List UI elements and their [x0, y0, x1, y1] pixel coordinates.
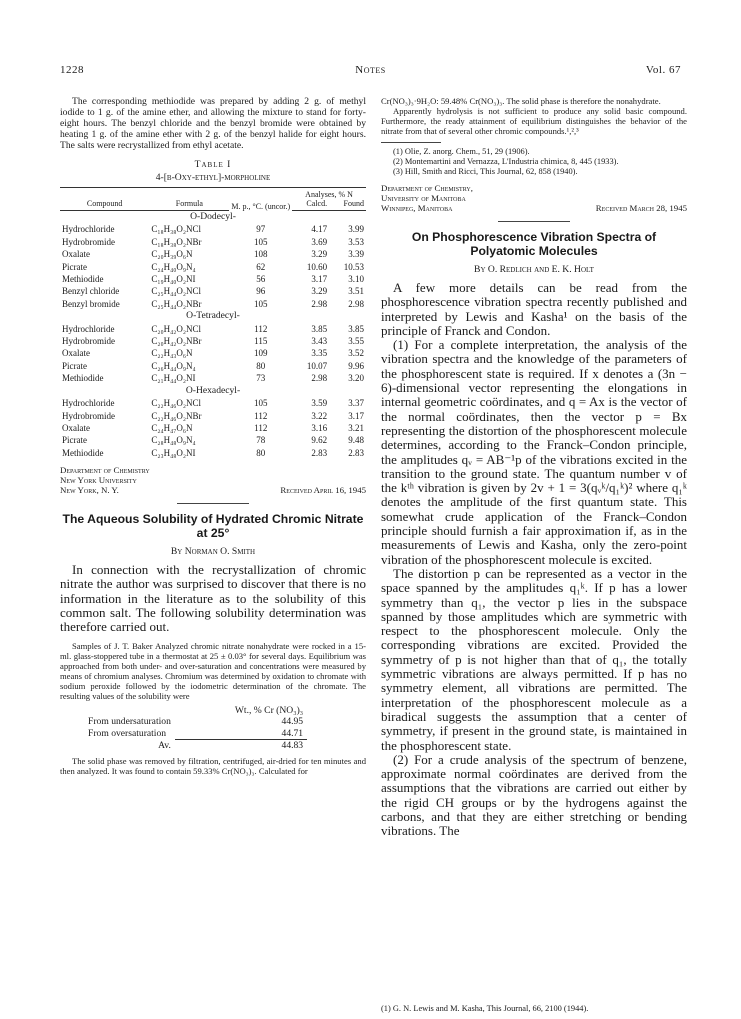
chromic-conclusion-paragraph: Apparently hydrolysis is not sufficient to produce any solid basic compound. Furthermore, the ready attainment of equilibrium distinguishes the behavior of the nitrate from that of several other chromic compounds.¹,²,³ [381, 106, 687, 136]
found-cell: 3.37 [348, 398, 364, 409]
mp-cell: 112 [254, 410, 268, 421]
compound-cell: Hydrochloride [62, 398, 115, 409]
calcd-cell: 3.17 [311, 274, 328, 285]
table-row [60, 372, 366, 384]
calcd-cell: 3.29 [311, 249, 328, 260]
formula-cell: C₂₄H₄₇O₆N [151, 422, 193, 433]
formula-cell: C₂₀H₃₉O₆N [151, 249, 193, 260]
group-heading: O-Hexadecyl- [185, 384, 241, 396]
table-group-row [60, 385, 366, 397]
found-cell: 2.83 [348, 447, 364, 458]
found-cell: 3.20 [348, 373, 364, 384]
compound-cell: Hydrobromide [62, 236, 115, 247]
table-row [60, 223, 366, 235]
table-row [84, 740, 307, 752]
table-row [60, 273, 366, 285]
divider [498, 221, 570, 222]
compound-cell: Hydrobromide [62, 410, 115, 421]
header-mp: M. p., °C. (uncor.) [229, 188, 292, 211]
running-head: Notes [355, 64, 386, 76]
mp-cell: 108 [254, 249, 268, 260]
reference-item: (1) Olie, Z. anorg. Chem., 51, 29 (1906). [393, 147, 530, 156]
table-row [84, 728, 307, 740]
calcd-cell: 3.35 [311, 348, 328, 359]
table-row [60, 248, 366, 260]
table-row [60, 335, 366, 347]
formula-cell: C₂₁H₄₄O₂NI [151, 373, 196, 384]
calcd-cell: 2.83 [311, 447, 328, 458]
compound-cell: Hydrochloride [62, 224, 115, 235]
table-title: 4-[β-Oxy-ethyl]-morpholine [155, 172, 271, 183]
solubility-avg-value: 44.83 [175, 740, 307, 752]
solubility-header: Wt., % Cr (NO₃)₃ [234, 704, 304, 716]
formula-cell: C₂₂H₄₆O₂NBr [151, 410, 202, 421]
compound-cell: Methiodide [62, 373, 104, 384]
mp-cell: 96 [256, 286, 266, 297]
compound-cell: Picrate [62, 261, 87, 272]
compound-cell: Hydrochloride [62, 323, 115, 334]
footnote: (1) G. N. Lewis and M. Kasha, This Journal, 66, 2100 (1944). [381, 1004, 589, 1013]
phosphorescence-paragraph-3: The distortion p can be represented as a vector in the space spanned by the amplitudes q₁ᵏ. If p has a lower symmetry than q₁, the vector p lies in the subspace spanned by those amplitudes which are symmetric with respect to the phosphorescent molecule. Only the corresponding vibrations are excited. Provided the symmetry of p is not higher than that of q₁, the totally symmetric vibrations are always permitted. If p has no symmetry element, all vibrations are permitted. The interpretation of the phosphorescent molecule as a biradical suggests the assumption that a center of symmetry, if present in the ground state, is maintained in the phosphorescent state. [381, 565, 687, 753]
calcd-cell: 3.85 [311, 323, 328, 334]
article-title-phosphorescence: On Phosphorescence Vibration Spectra of Polyatomic Molecules [411, 230, 657, 258]
found-cell: 3.53 [348, 236, 364, 247]
compound-cell: Methiodide [62, 447, 104, 458]
mp-cell: 78 [256, 435, 266, 446]
formula-cell: C₁₈H₃₈O₂NCl [151, 224, 202, 235]
table-row [60, 422, 366, 434]
calcd-cell: 3.59 [311, 398, 328, 409]
chromic-solid-phase-paragraph: The solid phase was removed by filtration, centrifuged, air-dried for ten minutes and then analyzed. It was found to contain 59.33% Cr(NO₃)₃. Calculated for [60, 755, 366, 776]
header-found: Found [329, 199, 366, 211]
found-cell: 3.85 [348, 323, 364, 334]
compound-cell: Benzyl chloride [62, 286, 120, 297]
calcd-cell: 3.16 [311, 422, 328, 433]
affiliation-line: University of Manitoba [381, 193, 466, 203]
header-calcd: Calcd. [292, 199, 329, 211]
compound-cell: Oxalate [62, 348, 90, 359]
table-row [60, 323, 366, 335]
table-row [60, 285, 366, 297]
formula-cell: C₂₆H₄₄O₉N₄ [151, 360, 196, 371]
solubility-label: From oversaturation [88, 727, 167, 739]
found-cell: 3.52 [348, 348, 364, 359]
byline-redlich-holt: By O. Redlich and E. K. Holt [474, 264, 594, 275]
header-analyses: Analyses, % N [292, 188, 366, 200]
calcd-cell: 2.98 [311, 373, 328, 384]
found-cell: 3.17 [348, 410, 364, 421]
phosphorescence-paragraph-2: (1) For a complete interpretation, the analysis of the vibration spectra and the knowledge of the parameters of the phosphorescent state is required. If x denotes a (3n − 6)-dimensional vector representing the elongations in internal geometric coördinates, and q = Ax is the vector of the normal coördinates, then the vector p = Bx representing the distortion of the phosphorescent molecule determines, according to the Franck–Condon principle, the amplitudes qᵥ = AB⁻¹p of the vibrations excited in the transition to the ground state. The quantum number v of the kᵗʰ vibration is given by 2v + 1 = 3(qᵥᵏ/q₁ᵏ)² where q₁ᵏ denotes the amplitude of the first quantum state. This somewhat crude application of the Franck–Condon principle should furnish a fair approximation if, as in the measurements of Lewis and Kasha, only the zero-point vibration of the phosphorescent molecule is excited. [381, 337, 687, 567]
reference-item: (2) Montemartini and Vernazza, L'Industria chimica, 8, 445 (1933). [393, 157, 619, 166]
mp-cell: 80 [256, 360, 266, 371]
properties-table [60, 187, 366, 459]
mp-cell: 97 [256, 224, 266, 235]
found-cell: 3.39 [348, 249, 364, 260]
mp-cell: 109 [254, 348, 268, 359]
mp-cell: 105 [254, 298, 268, 309]
chromic-calc-paragraph: Cr(NO₃)₃·9H₂O: 59.48% Cr(NO₃)₃. The solid phase is therefore the nonahydrate. [381, 96, 661, 106]
table-row [60, 347, 366, 359]
table-row [60, 434, 366, 446]
affiliation-manitoba [381, 183, 687, 213]
affiliation-line: New York, N. Y. [60, 485, 119, 496]
references-list [381, 147, 687, 177]
table-row [60, 298, 366, 310]
calcd-cell: 3.43 [311, 336, 328, 347]
compound-cell: Methiodide [62, 274, 104, 285]
solubility-value: 44.71 [281, 727, 304, 739]
chromic-intro-paragraph: In connection with the recrystallization of chromic nitrate the author was surprised to discover that there is no information in the literature as to the solubility of this common salt. The following solubility determination was therefore carried out. [60, 562, 366, 635]
received-date: Received March 28, 1945 [595, 203, 687, 213]
chromic-method-paragraph: Samples of J. T. Baker Analyzed chromic nitrate nonahydrate were rocked in a 15-ml. glass-stoppered tube in a thermostat at 25 ± 0.03° for several days. Equilibrium was approached from both under- and over-saturation and concentrations were measured by means of chromium analyses. Chromium was determined by oxidation to chromate with sodium peroxide followed by the iodometric determination of the chromate. The resulting values of the solubility were [60, 640, 366, 701]
compound-cell: Oxalate [62, 422, 90, 433]
compound-cell: Picrate [62, 360, 87, 371]
mp-cell: 105 [254, 236, 268, 247]
calcd-cell: 4.17 [311, 224, 328, 235]
reference-item: (3) Hill, Smith and Ricci, This Journal, 62, 858 (1940). [393, 167, 578, 176]
calcd-cell: 10.07 [306, 360, 328, 371]
mp-cell: 115 [254, 336, 268, 347]
left-column [60, 96, 366, 776]
formula-cell: C₁₉H₄₀O₂NI [151, 274, 196, 285]
formula-cell: C₂₀H₄₂O₂NBr [151, 336, 202, 347]
formula-cell: C₂₈H₄₈O₉N₄ [151, 435, 196, 446]
table-row [60, 236, 366, 248]
received-date: Received April 16, 1945 [280, 485, 366, 496]
found-cell: 10.53 [343, 261, 364, 272]
mp-cell: 105 [254, 398, 268, 409]
formula-cell: C₂₅H₄₄O₂NBr [151, 298, 202, 309]
found-cell: 3.55 [348, 336, 364, 347]
byline-smith: By Norman O. Smith [170, 546, 256, 558]
found-cell: 2.98 [348, 298, 364, 309]
mp-cell: 73 [256, 373, 266, 384]
found-cell: 3.99 [348, 224, 364, 235]
solubility-avg-label: Av. [158, 739, 171, 751]
found-cell: 3.10 [348, 274, 364, 285]
article-title-chromic-nitrate: The Aqueous Solubility of Hydrated Chromic Nitrate at 25° [62, 512, 364, 541]
table-row [60, 261, 366, 273]
right-column [381, 96, 687, 839]
table-row [84, 716, 307, 728]
page-number: 1228 [60, 64, 84, 76]
table-row [60, 410, 366, 422]
solubility-value: 44.95 [281, 716, 304, 728]
footnote-rule [381, 142, 441, 143]
solubility-table [84, 705, 307, 752]
formula-cell: C₂₂H₄₃O₆N [151, 348, 193, 359]
table-label: Table I [194, 159, 232, 170]
calcd-cell: 3.29 [311, 286, 328, 297]
found-cell: 9.48 [348, 435, 364, 446]
header-formula: Formula [149, 199, 229, 211]
compound-cell: Picrate [62, 435, 87, 446]
table-group-row [60, 211, 366, 224]
group-heading: O-Tetradecyl- [186, 310, 240, 322]
table-row [60, 397, 366, 409]
phosphorescence-paragraph-1: A few more details can be read from the phosphorescence vibration spectra recently published and interpreted by Lewis and Kasha¹ on the basis of the principle of Franck and Condon. [381, 280, 687, 338]
formula-cell: C₂₄H₄₀O₉N₄ [151, 261, 196, 272]
affiliation-line: Department of Chemistry, [381, 183, 473, 193]
formula-cell: C₁₈H₃₈O₂NBr [151, 236, 202, 247]
mp-cell: 56 [256, 274, 266, 285]
affiliation-line: Department of Chemistry [60, 465, 150, 476]
table-group-row [60, 310, 366, 322]
table-row [60, 447, 366, 459]
table-row [60, 360, 366, 372]
affiliation-line: Winnipeg, Manitoba [381, 203, 453, 213]
mp-cell: 80 [256, 447, 266, 458]
properties-table-body [60, 211, 366, 460]
formula-cell: C₂₂H₄₆O₂NCl [151, 398, 202, 409]
found-cell: 9.96 [348, 360, 364, 371]
mp-cell: 112 [254, 422, 268, 433]
group-heading: O-Dodecyl- [190, 211, 236, 222]
calcd-cell: 3.69 [311, 236, 328, 247]
calcd-cell: 9.62 [311, 435, 328, 446]
compound-cell: Benzyl bromide [62, 298, 120, 309]
compound-cell: Oxalate [62, 249, 90, 260]
formula-cell: C₂₅H₄₄O₂NCl [151, 286, 202, 297]
affiliation-nyu [60, 465, 366, 495]
solubility-label: From undersaturation [88, 716, 171, 728]
compound-cell: Hydrobromide [62, 336, 115, 347]
found-cell: 3.21 [348, 422, 364, 433]
calcd-cell: 2.98 [311, 298, 328, 309]
header-compound: Compound [60, 199, 149, 211]
mp-cell: 62 [256, 261, 266, 272]
calcd-cell: 3.22 [311, 410, 328, 421]
found-cell: 3.51 [348, 286, 364, 297]
volume-label: Vol. 67 [645, 64, 681, 76]
divider [177, 503, 249, 504]
formula-cell: C₂₃H₄₈O₂NI [151, 447, 196, 458]
methiodide-paragraph: The corresponding methiodide was prepared by adding 2 g. of methyl iodide to 1 g. of the amine ether, and allowing the mixture to stand for forty-eight hours. The benzyl chloride and the benzyl bromide were obtained by heating 1 g. of the amine ether with 2 g. of the benzyl halide for eight hours. The salts were recrystallized from ethyl acetate. [60, 96, 366, 151]
mp-cell: 112 [254, 323, 268, 334]
phosphorescence-paragraph-4: (2) For a crude analysis of the spectrum of benzene, approximate normal coördinates are derived from the assumptions that the vibrations are carried out either by the rigid CH groups or by the hydrogens against the carbons, and that they are either stretching or bending vibrations. The [381, 751, 687, 839]
affiliation-line: New York University [60, 475, 137, 486]
calcd-cell: 10.60 [306, 261, 328, 272]
formula-cell: C₂₀H₄₂O₂NCl [151, 323, 202, 334]
